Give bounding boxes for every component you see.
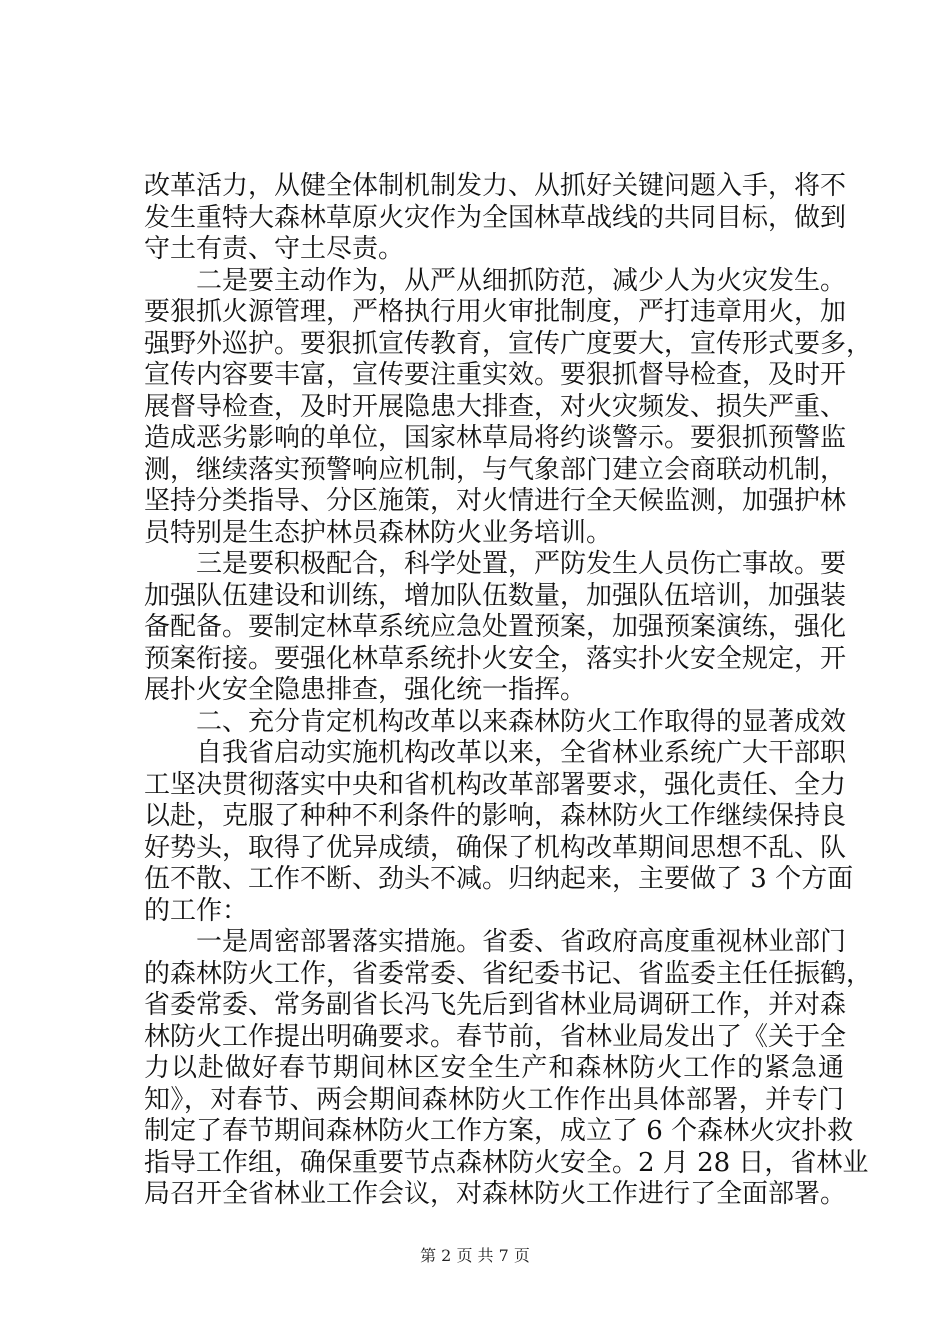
text-line: 自我省启动实施机构改革以来，全省林业系统广大干部职 [196, 738, 847, 768]
text-line: 知》，对春节、两会期间森林防火工作作出具体部署，并专门 [144, 1084, 844, 1115]
text-line: 好势头，取得了优异成绩，确保了机构改革期间思想不乱、队 [144, 832, 847, 863]
text-line: 制定了春节期间森林防火工作方案，成立了 6 个森林火灾扑救 [144, 1116, 854, 1146]
text-line: 造成恶劣影响的单位，国家林草局将约谈警示。要狠抓预警监 [144, 423, 847, 453]
text-line: 备配备。要制定林草系统应急处置预案，加强预案演练，强化 [144, 612, 847, 642]
text-line: 力以赴做好春节期间林区安全生产和森林防火工作的紧急通 [144, 1053, 844, 1083]
text-line: 加强队伍建设和训练，增加队伍数量，加强队伍培训，加强装 [144, 580, 847, 611]
document-body [144, 171, 873, 1211]
text-line: 测，继续落实预警响应机制，与气象部门建立会商联动机制， [144, 454, 847, 485]
text-line: 展扑火安全隐患排查，强化统一指挥。 [144, 675, 587, 705]
text-line: 要狠抓火源管理，严格执行用火审批制度，严打违章用火，加 [144, 297, 847, 327]
text-line: 强野外巡护。要狠抓宣传教育，宣传广度要大，宣传形式要多， [144, 328, 873, 359]
text-line: 一是周密部署落实措施。省委、省政府高度重视林业部门 [196, 927, 847, 957]
text-line: 二是要主动作为，从严从细抓防范，减少人为火灾发生。 [196, 265, 847, 296]
text-line: 局召开全省林业工作会议，对森林防火工作进行了全面部署。 [144, 1179, 847, 1209]
text-line: 的森林防火工作，省委常委、省纪委书记、省监委主任任振鹤， [144, 958, 873, 989]
text-line: 坚持分类指导、分区施策，对火情进行全天候监测，加强护林 [144, 486, 847, 516]
text-line: 员特别是生态护林员森林防火业务培训。 [144, 517, 613, 548]
text-line: 守土有责、守土尽责。 [144, 234, 405, 264]
text-line: 发生重特大森林草原火灾作为全国林草战线的共同目标，做到 [144, 202, 847, 233]
text-line: 宣传内容要丰富，宣传要注重实效。要狠抓督导检查，及时开 [144, 360, 847, 390]
text-line: 工坚决贯彻落实中央和省机构改革部署要求，强化责任、全力 [144, 769, 847, 800]
text-line: 预案衔接。要强化林草系统扑火安全，落实扑火安全规定，开 [144, 643, 847, 674]
text-line: 改革活力，从健全体制机制发力、从抓好关键问题入手，将不 [144, 171, 847, 201]
text-line: 省委常委、常务副省长冯飞先后到省林业局调研工作，并对森 [144, 990, 847, 1020]
text-line: 以赴，克服了种种不利条件的影响，森林防火工作继续保持良 [144, 801, 847, 831]
text-line: 展督导检查，及时开展隐患大排查，对火灾频发、损失严重、 [144, 391, 847, 422]
text-line: 林防火工作提出明确要求。春节前，省林业局发出了《关于全 [144, 1021, 847, 1052]
text-line: 二、充分肯定机构改革以来森林防火工作取得的显著成效 [196, 706, 847, 737]
page-footer: 第 2 页 共 7 页 [420, 1246, 530, 1265]
text-line: 的工作： [144, 895, 249, 926]
text-line: 伍不散、工作不断、劲头不减。归纳起来，主要做了 3 个方面 [144, 864, 854, 894]
text-line: 三是要积极配合，科学处置，严防发生人员伤亡事故。要 [196, 549, 847, 579]
text-line: 指导工作组，确保重要节点森林防火安全。2 月 28 日，省林业 [144, 1147, 869, 1178]
